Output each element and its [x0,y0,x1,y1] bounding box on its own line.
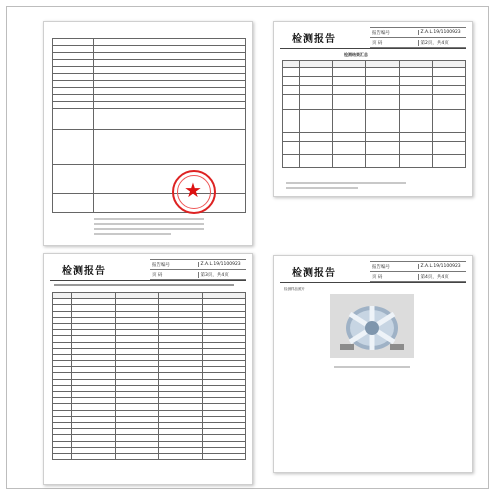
section-heading-line [54,284,234,289]
report-meta: 报告编号 Z.A.L.19/1100923 页 码 第2页，共4页 [370,27,466,48]
report-page-3 [43,253,253,485]
table-row [53,453,246,459]
photo-caption: 检测样品照片 [284,287,305,291]
star-icon: ★ [184,178,202,202]
report-page-4 [273,255,473,473]
report-header [280,260,466,283]
report-meta: 报告编号 Z.A.L.19/1100923 页 码 第3页，共4页 [150,259,246,280]
report-title: 检测报告 [62,266,106,277]
table-title: 检测结果汇总 [344,52,368,57]
report-meta: 报告编号 Z.A.L.19/1100923 页 码 第4页，共4页 [370,261,466,282]
mask-sample-icon [330,294,414,358]
report-title: 检测报告 [292,268,336,279]
report-page-1 [43,21,253,246]
report-page-2 [273,21,473,197]
image-frame [6,6,489,489]
remarks-lines [286,182,406,192]
official-seal [172,170,216,214]
report-header [280,26,466,49]
sample-photo [330,294,414,358]
report-title: 检测报告 [292,34,336,45]
notes-lines [94,218,204,238]
report-header [50,258,246,281]
photo-note-line [334,366,410,371]
sample-info-table [52,38,246,213]
results-table [282,60,466,168]
detail-table [52,292,246,460]
